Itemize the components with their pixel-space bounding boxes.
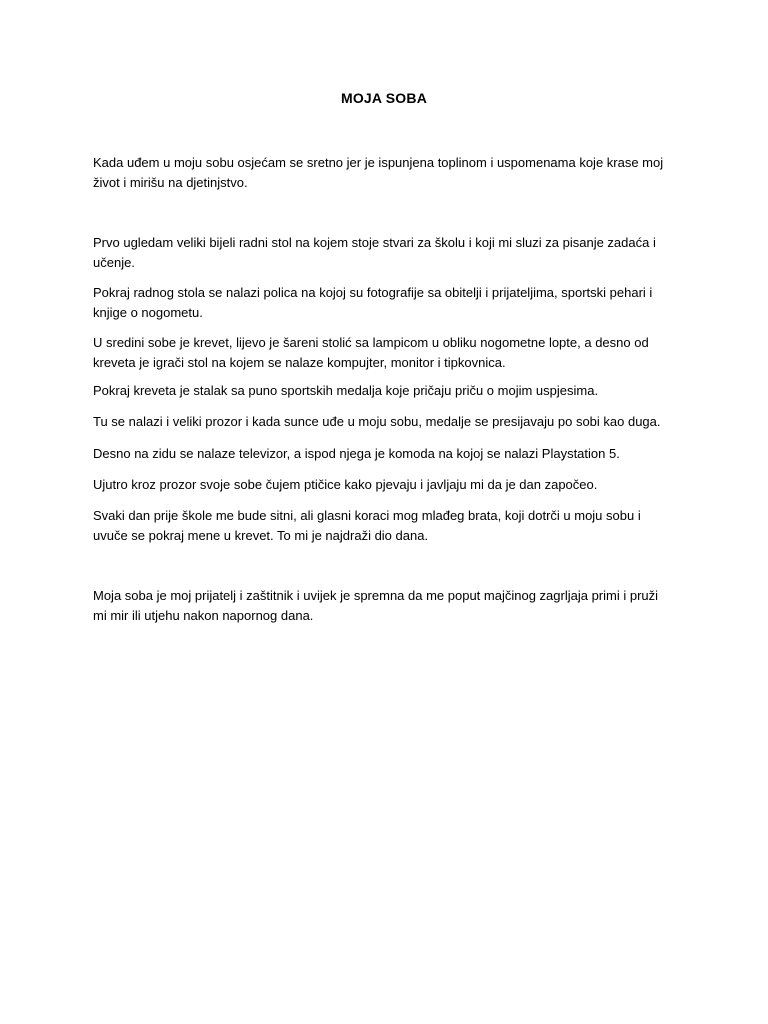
paragraph: Moja soba je moj prijatelj i zaštitnik i uvijek je spremna da me poput majčinog zagrljaja primi i pruži mi mir ili utjehu nakon napornog dana.: [93, 588, 659, 623]
paragraph: Tu se nalazi i veliki prozor i kada sunce uđe u moju sobu, medalje se presijavaju po sobi kao duga.: [93, 414, 661, 429]
paragraph: Ujutro kroz prozor svoje sobe čujem ptičice kako pjevaju i javljaju mi da je dan započeo.: [93, 477, 598, 492]
paragraph: Pokraj kreveta je stalak sa puno sportskih medalja koje pričaju priču o mojim uspjesima.: [93, 383, 599, 398]
paragraph: Kada uđem u moju sobu osjećam se sretno jer je ispunjena toplinom i uspomenama koje krase moj život i mirišu na djetinjstvo.: [93, 155, 664, 190]
document-title: MOJA SOBA: [340, 90, 428, 106]
paragraph: Prvo ugledam veliki bijeli radni stol na kojem stoje stvari za školu i koji mi sluzi za pisanje zadaća i učenje.: [93, 235, 656, 270]
paragraph: U sredini sobe je krevet, lijevo je šareni stolić sa lampicom u obliku nogometne lopte, a desno od kreveta je igrači stol na kojem se nalaze kompujter, monitor i tipkovnica.: [93, 335, 649, 370]
paragraph: Desno na zidu se nalaze televizor, a ispod njega je komoda na kojoj se nalazi Playstation 5.: [93, 446, 620, 461]
paragraph: Pokraj radnog stola se nalazi polica na kojoj su fotografije sa obitelji i prijateljima, sportski pehari i knjige o nogometu.: [93, 285, 653, 320]
paragraph: Svaki dan prije škole me bude sitni, ali glasni koraci mog mlađeg brata, koji dotrči u moju sobu i uvuče se pokraj mene u krevet. To mi je najdraži dio dana.: [93, 508, 641, 543]
